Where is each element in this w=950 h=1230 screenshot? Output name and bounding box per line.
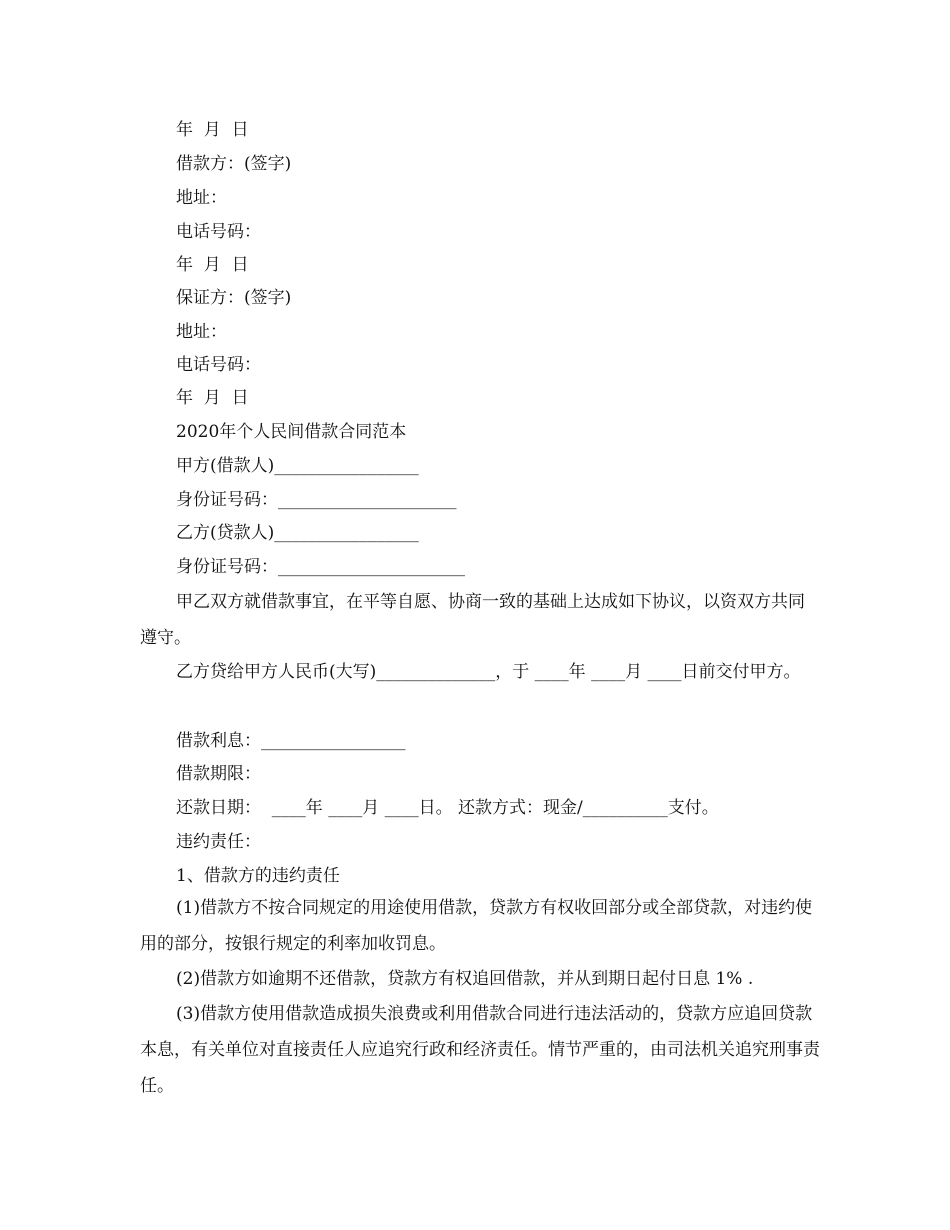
agreement-text: 甲乙双方就借款事宜，在平等自愿、协商一致的基础上达成如下协议，以资双方共同遵守。 [140, 592, 805, 648]
party-b-line: 乙方(贷款人)_________________ [176, 523, 419, 543]
loan-amount-paragraph [140, 654, 820, 690]
date-line: 年 月 日 [176, 255, 249, 275]
phone-line: 电话号码： [176, 355, 261, 375]
liability-heading: 违约责任： [176, 832, 261, 852]
clause-1-text: (1)借款方不按合同规定的用途使用借款，贷款方有权收回部分或全部贷款，对违约使用的部分，按银行规定的利率加收罚息。 [140, 898, 813, 954]
clause-3-paragraph [140, 996, 820, 1104]
borrower-liability-heading: 1、借款方的违约责任 [176, 866, 340, 886]
party-a-line: 甲方(借款人)_________________ [176, 456, 419, 476]
clause-2-paragraph [140, 961, 820, 997]
agreement-paragraph [140, 584, 820, 656]
interest-line: 借款利息：_________________ [176, 731, 406, 751]
address-line: 地址： [176, 188, 227, 208]
party-a-id-line: 身份证号码：_____________________ [176, 490, 457, 510]
clause-2-text: (2)借款方如逾期不还借款，贷款方有权追回借款，并从到期日起付日息 1% . [176, 969, 754, 989]
clause-1-paragraph [140, 890, 820, 962]
date-line: 年 月 日 [176, 388, 249, 408]
date-line: 年 月 日 [176, 120, 249, 140]
contract-title: 2020年个人民间借款合同范本 [176, 422, 407, 442]
party-b-id-line: 身份证号码：______________________ [176, 557, 465, 577]
term-line: 借款期限： [176, 764, 261, 784]
guarantor-signature-line: 保证方：(签字) [176, 288, 292, 308]
phone-line: 电话号码： [176, 222, 261, 242]
address-line: 地址： [176, 322, 227, 342]
clause-3-text: (3)借款方使用借款造成损失浪费或利用借款合同进行违法活动的，贷款方应追回贷款本息，有关单位对直接责任人应追究行政和经济责任。情节严重的，由司法机关追究刑事责任。 [140, 1004, 820, 1096]
repayment-line: 还款日期： ____年 ____月 ____日。 还款方式：现金/__________支付。 [176, 798, 719, 818]
borrower-signature-line: 借款方：(签字) [176, 154, 292, 174]
loan-amount-text: 乙方贷给甲方人民币(大写)______________，于 ____年 ____月 ____日前交付甲方。 [176, 662, 801, 682]
